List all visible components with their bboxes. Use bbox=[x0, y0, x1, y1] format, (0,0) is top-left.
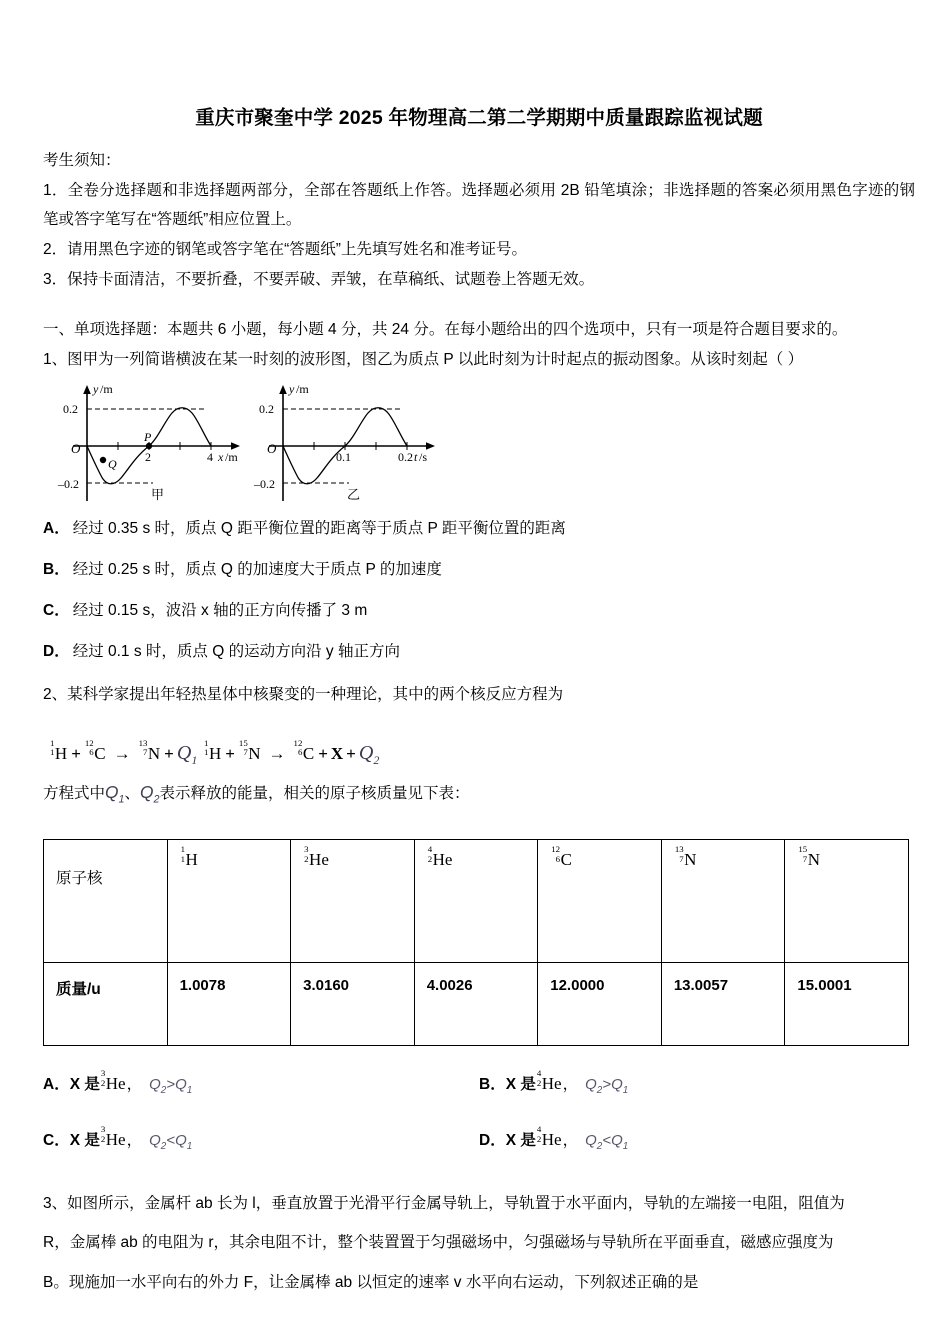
svg-text:y: y bbox=[93, 382, 99, 397]
option-d-comma: ， bbox=[562, 1131, 579, 1149]
atomic-number: 1 bbox=[50, 747, 55, 758]
option-a-label: A． bbox=[43, 520, 70, 538]
plus-sign: + bbox=[225, 743, 235, 763]
question-3-line-2: R，金属棒 ab 的电阻为 r，其余电阻不计，整个装置置于匀强磁场中，匀强磁场与导轨所在平面垂直，磁感应强度为 bbox=[43, 1234, 834, 1252]
isotope-n13 bbox=[674, 844, 697, 870]
question-2-option-b[interactable] bbox=[479, 1068, 915, 1096]
element-symbol: N bbox=[807, 849, 820, 869]
isotope-n13-eq1 bbox=[138, 737, 161, 767]
notice-line-2: 2．请用黑色字迹的钢笔或答字笔在“答题纸”上先填写姓名和准考证号。 bbox=[43, 241, 527, 259]
unknown-particle-x: X bbox=[330, 743, 344, 763]
table-cell-nuclide-5 bbox=[661, 839, 785, 962]
table-cell-mass-4: 12.0000 bbox=[538, 962, 662, 1045]
option-d-relation bbox=[585, 1131, 629, 1152]
q-letter: Q bbox=[585, 1131, 597, 1149]
atomic-number: 2 bbox=[100, 1133, 106, 1144]
q-subscript: 2 bbox=[596, 1140, 603, 1152]
table-cell-nuclide-6 bbox=[785, 839, 909, 962]
isotope-he3 bbox=[304, 844, 329, 870]
figure-yi-vibration bbox=[248, 381, 468, 507]
atomic-number: 2 bbox=[100, 1077, 106, 1088]
leadin-separator: 、 bbox=[124, 784, 141, 802]
element-symbol: He bbox=[309, 849, 329, 869]
row-label-nuclide: 原子核 bbox=[44, 839, 168, 962]
q-subscript: 1 bbox=[622, 1140, 629, 1152]
plus-sign: + bbox=[318, 743, 328, 763]
question-3-line-1: 3、如图所示，金属杆 ab 长为 l，垂直放置于光滑平行金属导轨上，导轨置于水平面内，导轨的左端接一电阻，阻值为 bbox=[43, 1194, 845, 1212]
element-symbol: H bbox=[185, 849, 198, 869]
svg-text:/m: /m bbox=[296, 382, 309, 397]
atomic-number: 7 bbox=[802, 853, 808, 864]
row-label-mass: 质量/u bbox=[44, 962, 168, 1045]
mass-number: 12 bbox=[551, 844, 561, 855]
isotope-h1 bbox=[180, 844, 198, 870]
atomic-number: 2 bbox=[304, 853, 309, 864]
isotope-c12 bbox=[551, 844, 572, 870]
option-d-prefix: X 是 bbox=[505, 1131, 536, 1149]
mass-number: 1 bbox=[180, 844, 185, 855]
option-a-text: 经过 0.35 s 时，质点 Q 距平衡位置的距离等于质点 P 距平衡位置的距离 bbox=[72, 520, 566, 538]
option-b-comma: ， bbox=[562, 1075, 579, 1093]
option-b-prefix: X 是 bbox=[505, 1075, 536, 1093]
relation-operator: > bbox=[166, 1075, 176, 1093]
reaction-arrow: → bbox=[268, 743, 286, 763]
isotope-c12-eq2 bbox=[293, 737, 315, 767]
option-c-text: 经过 0.15 s，波沿 x 轴的正方向传播了 3 m bbox=[72, 601, 368, 619]
document-content bbox=[43, 104, 915, 1302]
question-1-option-a[interactable] bbox=[43, 517, 915, 542]
element-symbol: N bbox=[147, 743, 161, 763]
question-2-table-leadin bbox=[43, 770, 915, 815]
atomic-number: 7 bbox=[142, 747, 148, 758]
energy-q2 bbox=[358, 741, 380, 767]
question-3-line-3: B。现施加一水平向右的外力 F，让金属棒 ab 以恒定的速率 v 水平向右运动，下列叙述正确的是 bbox=[43, 1273, 699, 1291]
option-b-relation bbox=[585, 1075, 629, 1096]
table-row-masses bbox=[44, 962, 909, 1045]
atomic-number: 2 bbox=[536, 1133, 542, 1144]
option-b-isotope bbox=[536, 1068, 562, 1094]
question-1-option-c[interactable] bbox=[43, 599, 915, 624]
option-c-label: C． bbox=[43, 601, 70, 619]
isotope-c12-eq1 bbox=[84, 737, 106, 767]
question-3-stem bbox=[43, 1184, 915, 1303]
option-a-isotope bbox=[100, 1068, 126, 1094]
svg-text:乙: 乙 bbox=[347, 487, 361, 503]
leadin-suffix: 表示释放的能量，相关的原子核质量见下表： bbox=[159, 784, 470, 802]
atomic-number: 6 bbox=[297, 747, 303, 758]
q-letter: Q bbox=[175, 1075, 187, 1093]
svg-text:O: O bbox=[71, 441, 81, 457]
q-subscript: 1 bbox=[622, 1084, 629, 1096]
option-a-relation bbox=[149, 1075, 193, 1096]
question-2-option-d[interactable] bbox=[479, 1124, 915, 1152]
figure-jia-waveform bbox=[55, 381, 275, 507]
element-symbol: H bbox=[54, 743, 68, 763]
atomic-number: 2 bbox=[427, 853, 433, 864]
option-d-text: 经过 0.1 s 时，质点 Q 的运动方向沿 y 轴正方向 bbox=[72, 642, 400, 660]
mass-number: 1 bbox=[50, 737, 55, 748]
option-b-label: B． bbox=[479, 1075, 506, 1093]
svg-text:–0.2: –0.2 bbox=[254, 477, 275, 492]
relation-operator: < bbox=[166, 1131, 176, 1149]
question-2-options-row-2 bbox=[43, 1124, 915, 1152]
q-letter: Q bbox=[105, 781, 119, 802]
page-title: 重庆市聚奎中学 2025 年物理高二第二学期期中质量跟踪监视试题 bbox=[195, 107, 763, 129]
svg-text:2: 2 bbox=[145, 450, 151, 465]
nuclide-mass-table bbox=[43, 839, 909, 1046]
option-a-prefix: X 是 bbox=[69, 1075, 100, 1093]
q-letter: Q bbox=[611, 1075, 623, 1093]
q-subscript: 1 bbox=[186, 1140, 193, 1152]
plus-sign: + bbox=[346, 743, 356, 763]
svg-text:甲: 甲 bbox=[151, 487, 165, 503]
question-1-options bbox=[43, 517, 915, 664]
section-heading-multiple-choice: 一、单项选择题：本题共 6 小题，每小题 4 分，共 24 分。在每小题给出的四个选项中，只有一项是符合题目要求的。 bbox=[43, 320, 848, 338]
mass-number: 3 bbox=[100, 1068, 106, 1079]
notice-line-1: 1．全卷分选择题和非选择题两部分，全部在答题纸上作答。选择题必须用 2B 铅笔填涂；非选择题的答案必须用黑色字迹的钢笔或答字笔写在“答题纸”相应位置上。 bbox=[43, 181, 915, 229]
table-cell-mass-3: 4.0026 bbox=[414, 962, 538, 1045]
question-2-option-a[interactable] bbox=[43, 1068, 479, 1096]
atomic-number: 7 bbox=[679, 853, 684, 864]
table-cell-mass-6: 15.0001 bbox=[785, 962, 909, 1045]
svg-text:x: x bbox=[218, 450, 224, 465]
mass-number: 4 bbox=[536, 1124, 542, 1135]
svg-text:–0.2: –0.2 bbox=[58, 477, 79, 492]
q-subscript: 2 bbox=[160, 1084, 167, 1096]
element-symbol: C bbox=[302, 743, 315, 763]
atomic-number: 1 bbox=[204, 747, 209, 758]
q-letter: Q bbox=[140, 781, 154, 802]
mass-number: 12 bbox=[84, 737, 94, 748]
svg-text:Q: Q bbox=[108, 457, 117, 472]
option-d-isotope bbox=[536, 1124, 562, 1150]
atomic-number: 6 bbox=[555, 853, 561, 864]
mass-number: 3 bbox=[100, 1124, 106, 1135]
option-d-label: D． bbox=[43, 642, 70, 660]
option-c-isotope bbox=[100, 1124, 126, 1150]
option-b-text: 经过 0.25 s 时，质点 Q 的加速度大于质点 P 的加速度 bbox=[72, 560, 442, 578]
element-symbol: He bbox=[105, 1129, 126, 1149]
atomic-number: 2 bbox=[536, 1077, 542, 1088]
table-cell-mass-5: 13.0057 bbox=[661, 962, 785, 1045]
mass-number: 4 bbox=[536, 1068, 542, 1079]
notice-heading: 考生须知： bbox=[43, 152, 121, 170]
q-subscript: 2 bbox=[373, 752, 380, 767]
option-c-prefix: X 是 bbox=[69, 1131, 100, 1149]
mass-number: 1 bbox=[204, 737, 209, 748]
table-cell-nuclide-2 bbox=[291, 839, 415, 962]
svg-text:y: y bbox=[289, 382, 295, 397]
reaction-arrow: → bbox=[113, 743, 131, 763]
element-symbol: N bbox=[248, 743, 261, 763]
option-a-comma: ， bbox=[126, 1075, 143, 1093]
q-letter: Q bbox=[149, 1131, 161, 1149]
element-symbol: He bbox=[541, 1073, 562, 1093]
q-letter: Q bbox=[175, 1131, 187, 1149]
question-1-stem: 1、图甲为一列简谐横波在某一时刻的波形图，图乙为质点 P 以此时刻为计时起点的振动图象。从该时刻起（ ） bbox=[43, 350, 804, 368]
mass-number: 15 bbox=[798, 844, 808, 855]
element-symbol: N bbox=[684, 849, 697, 869]
mass-number: 3 bbox=[304, 844, 309, 855]
option-c-relation bbox=[149, 1131, 193, 1152]
element-symbol: H bbox=[208, 743, 222, 763]
question-1-figures bbox=[43, 381, 915, 507]
question-1-option-d[interactable] bbox=[43, 640, 915, 665]
svg-text:O: O bbox=[267, 441, 277, 457]
isotope-h1-eq2 bbox=[204, 737, 222, 767]
table-cell-nuclide-4 bbox=[538, 839, 662, 962]
mass-number: 13 bbox=[674, 844, 684, 855]
option-a-label: A． bbox=[43, 1075, 70, 1093]
question-1-option-b[interactable] bbox=[43, 558, 915, 583]
svg-text:/s: /s bbox=[419, 450, 428, 465]
element-symbol: C bbox=[94, 743, 106, 763]
inline-q1 bbox=[105, 781, 125, 806]
mass-number: 13 bbox=[138, 737, 148, 748]
question-2-option-c[interactable] bbox=[43, 1124, 479, 1152]
element-symbol: He bbox=[541, 1129, 562, 1149]
table-cell-mass-2: 3.0160 bbox=[291, 962, 415, 1045]
atomic-number: 6 bbox=[89, 747, 94, 758]
isotope-n15 bbox=[798, 844, 820, 870]
svg-text:0.2: 0.2 bbox=[398, 450, 413, 465]
q-subscript: 2 bbox=[160, 1140, 167, 1152]
q-subscript: 1 bbox=[191, 752, 198, 767]
candidate-notice-block bbox=[43, 146, 915, 294]
plus-sign: + bbox=[71, 743, 81, 763]
q-subscript: 1 bbox=[186, 1084, 193, 1096]
q-subscript: 1 bbox=[118, 793, 125, 806]
q-letter: Q bbox=[176, 741, 192, 764]
element-symbol: C bbox=[560, 849, 572, 869]
svg-text:4: 4 bbox=[207, 450, 213, 465]
option-c-comma: ， bbox=[126, 1131, 143, 1149]
table-row-nuclides bbox=[44, 839, 909, 962]
plus-sign: + bbox=[164, 743, 174, 763]
mass-number: 12 bbox=[293, 737, 303, 748]
q-letter: Q bbox=[585, 1075, 597, 1093]
q-letter: Q bbox=[149, 1075, 161, 1093]
table-cell-nuclide-3 bbox=[414, 839, 538, 962]
leadin-prefix: 方程式中 bbox=[43, 784, 106, 802]
svg-text:/m: /m bbox=[100, 382, 113, 397]
element-symbol: He bbox=[105, 1073, 126, 1093]
energy-q1 bbox=[176, 741, 198, 767]
q-letter: Q bbox=[358, 741, 374, 764]
option-c-label: C． bbox=[43, 1131, 70, 1149]
q-letter: Q bbox=[611, 1131, 623, 1149]
svg-text:0.1: 0.1 bbox=[336, 450, 351, 465]
svg-text:0.2: 0.2 bbox=[63, 402, 78, 417]
question-2-options-row-1 bbox=[43, 1068, 915, 1096]
isotope-h1-eq1 bbox=[50, 737, 68, 767]
table-cell-mass-1: 1.0078 bbox=[167, 962, 291, 1045]
isotope-n15-eq2 bbox=[238, 737, 261, 767]
option-b-label: B． bbox=[43, 560, 70, 578]
mass-number: 4 bbox=[427, 844, 433, 855]
inline-q2 bbox=[140, 781, 160, 806]
element-symbol: He bbox=[432, 849, 453, 869]
question-2-stem: 2、某科学家提出年轻热星体中核聚变的一种理论，其中的两个核反应方程为 bbox=[43, 686, 564, 704]
table-cell-nuclide-1 bbox=[167, 839, 291, 962]
relation-operator: > bbox=[602, 1075, 612, 1093]
notice-line-3: 3．保持卡面清洁，不要折叠，不要弄破、弄皱，在草稿纸、试题卷上答题无效。 bbox=[43, 270, 595, 288]
q-subscript: 2 bbox=[596, 1084, 603, 1096]
atomic-number: 7 bbox=[243, 747, 248, 758]
mass-number: 15 bbox=[238, 737, 248, 748]
atomic-number: 1 bbox=[180, 853, 185, 864]
svg-text:P: P bbox=[144, 430, 152, 445]
nuclear-reaction-equations bbox=[49, 737, 915, 770]
q-subscript: 2 bbox=[153, 793, 160, 806]
question-2-options bbox=[43, 1068, 915, 1152]
relation-operator: < bbox=[602, 1131, 612, 1149]
svg-text:t: t bbox=[414, 450, 418, 465]
option-d-label: D． bbox=[479, 1131, 506, 1149]
svg-text:/m: /m bbox=[225, 450, 238, 465]
svg-text:0.2: 0.2 bbox=[259, 402, 274, 417]
isotope-he4 bbox=[427, 844, 453, 870]
